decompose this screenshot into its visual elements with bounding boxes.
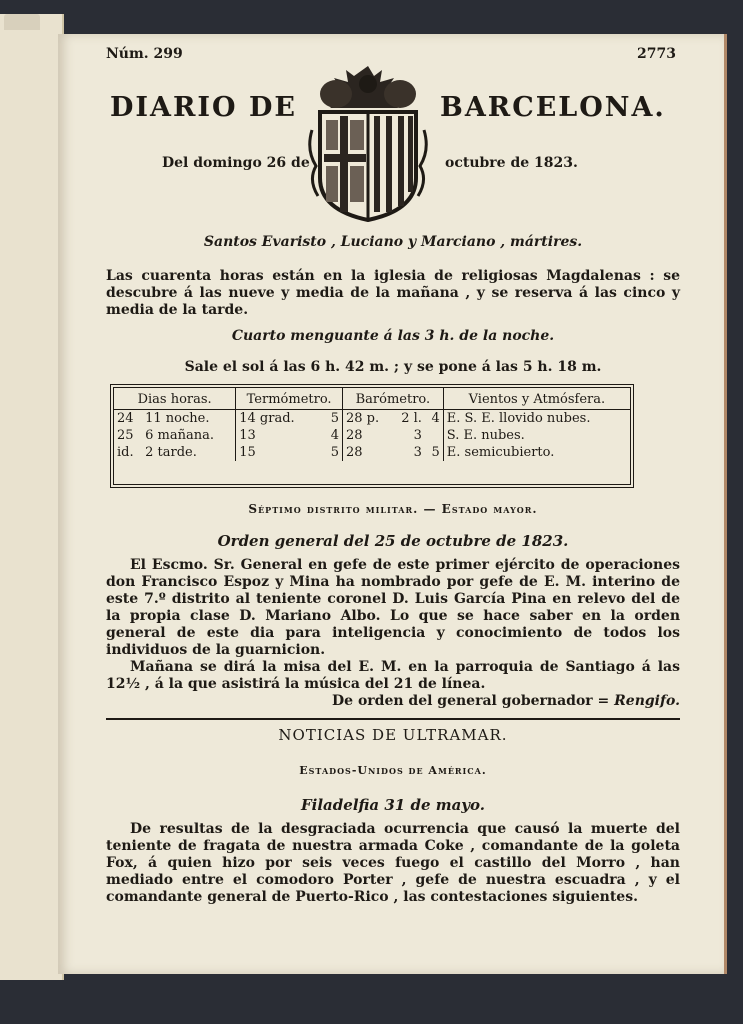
cell-wind: E. semicubierto.	[443, 444, 630, 461]
cell-therm: 13	[236, 427, 322, 444]
cell-time: 11 noche.	[145, 411, 210, 426]
cell-day: 24	[117, 411, 134, 426]
news-heading: NOTICIAS DE ULTRAMAR.	[278, 726, 508, 744]
news-dateline: Filadelfia 31 de mayo.	[301, 796, 485, 814]
order-paragraph-2: Mañana se dirá la misa del E. M. en la parroquia de Santiago á las 12½ , á la que asistirá la música del 21 de línea.	[106, 659, 680, 692]
cell-baro-lines: 3	[413, 445, 422, 460]
moon-line: Cuarto menguante á las 3 h. de la noche.	[231, 328, 555, 344]
page-number: 2773	[637, 46, 676, 62]
cell-therm-frac: 5	[330, 445, 339, 460]
col-header-barometer: Barómetro.	[342, 388, 443, 410]
cell-baro-lines: 3	[413, 428, 422, 443]
table-row	[114, 410, 630, 428]
signature-prefix: De orden del general gobernador =	[332, 693, 610, 709]
forty-hours-paragraph: Las cuarenta horas están en la iglesia de religiosas Magdalenas : se descubre á las nueve y media de la mañana , y se reserva á las cinco y media de la tarde.	[106, 268, 680, 318]
news-subheading: Estados-Unidos de América.	[299, 764, 487, 777]
cell-baro: 28 p.	[342, 410, 391, 428]
masthead-right: BARCELONA.	[440, 92, 666, 123]
masthead-left: DIARIO DE	[110, 92, 297, 123]
weather-table	[110, 384, 634, 488]
cell-time: 2 tarde.	[145, 445, 197, 460]
cell-baro-frac	[425, 427, 443, 444]
cell-time: 6 mañana.	[145, 428, 214, 443]
section-divider	[106, 718, 680, 720]
col-header-days: Dias horas.	[114, 388, 236, 410]
cell-baro: 28	[342, 444, 391, 461]
cell-baro-frac: 5	[431, 445, 440, 460]
date-right: octubre de 1823.	[445, 155, 578, 171]
cell-baro-lines: 2 l.	[401, 411, 422, 426]
cell-wind: S. E. nubes.	[443, 427, 630, 444]
news-paragraph: De resultas de la desgraciada ocurrencia que causó la muerte del teniente de fragata de nuestra armada Coke , comandante de la goleta Fox, á quien hizo por seis veces fuego el castillo del Morro , han mediado entre el comodoro Porter , gefe de nuestra escuadra , y el comandante general de Puerto-Rico , las contestaciones siguientes.	[106, 821, 680, 905]
cell-therm-frac: 4	[330, 428, 339, 443]
signature-name: Rengifo.	[614, 693, 680, 709]
military-heading: Séptimo distrito militar. — Estado mayor.	[248, 502, 538, 516]
cell-day: id.	[117, 445, 134, 460]
cell-therm: 15	[236, 444, 322, 461]
sun-line: Sale el sol á las 6 h. 42 m. ; y se pone á las 5 h. 18 m.	[184, 359, 602, 375]
order-paragraph-1: El Escmo. Sr. General en gefe de este primer ejército de operaciones don Francisco Espoz y Mina ha nombrado por gefe de E. M. interino de este 7.º distrito al teniente coronel D. Luis García Pina en relevo del de la propia clase D. Mariano Albo. Lo que se hace saber en la orden general de este dia para inteligencia y conocimiento de todos los individuos de la guarnicion.	[106, 557, 680, 658]
cell-therm: 14 grad.	[236, 410, 322, 428]
cell-day: 25	[117, 428, 134, 443]
cell-therm-frac: 5	[330, 411, 339, 426]
saints-line: Santos Evaristo , Luciano y Marciano , mártires.	[203, 234, 583, 250]
table-row	[114, 427, 630, 444]
order-title: Orden general del 25 de octubre de 1823.	[217, 532, 569, 550]
page-tab	[4, 14, 40, 30]
order-signature	[106, 693, 680, 710]
newspaper-page	[58, 34, 727, 974]
table-row	[114, 444, 630, 461]
issue-number: Núm. 299	[106, 46, 183, 62]
cell-baro: 28	[342, 427, 391, 444]
cell-wind: E. S. E. llovido nubes.	[443, 410, 630, 428]
barcelona-coat-of-arms-icon	[306, 60, 430, 224]
cell-baro-frac: 4	[431, 411, 440, 426]
date-left: Del domingo 26 de	[162, 155, 310, 171]
col-header-winds: Vientos y Atmósfera.	[443, 388, 630, 410]
left-page-edge	[0, 14, 64, 980]
col-header-thermometer: Termómetro.	[236, 388, 343, 410]
